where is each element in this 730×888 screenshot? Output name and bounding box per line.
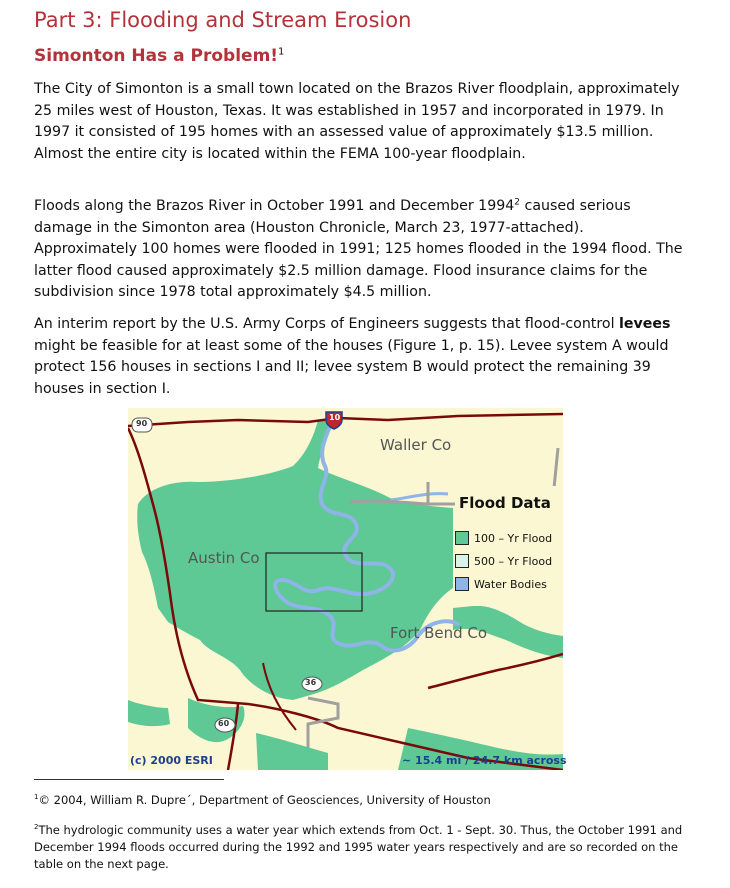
paragraph-levees — [34, 314, 684, 400]
paragraph-floods-text-b: caused serious damage in the Simonton area (Houston Chronicle, March 23, 1977-attached). Approximately 100 homes were flooded in 1991; 125 homes flooded in the 1994 flood. The latter flood caused approximately $2.5 million damage. Flood insurance claims for the subdivision since 1978 total approximately $4.5 million. — [34, 198, 683, 300]
map-legend — [455, 486, 563, 606]
footnote-2-text: The hydrologic community uses a water year which extends from Oct. 1 - Sept. 30. Thus, the October 1991 and December 1994 floods occurred during the 1992 and 1995 water years respectively and are so recorded on the table on the next page. — [34, 823, 683, 871]
levees-term: levees — [619, 316, 671, 332]
footnote-divider — [34, 779, 224, 780]
part-title: Part 3: Flooding and Stream Erosion — [34, 8, 412, 32]
austin-county-label: Austin Co — [188, 549, 260, 567]
map-copyright: (c) 2000 ESRI — [130, 754, 213, 767]
waller-county-label: Waller Co — [380, 436, 452, 454]
legend-swatch — [455, 531, 469, 545]
legend-label: Water Bodies — [474, 577, 547, 591]
footnote-mark: 1 — [34, 793, 39, 802]
legend-item-water — [455, 575, 547, 593]
legend-title: Flood Data — [459, 494, 551, 512]
footnote-mark: 2 — [514, 197, 521, 208]
legend-item-100yr — [455, 529, 552, 547]
footnote-mark: 2 — [34, 823, 39, 832]
paragraph-intro: The City of Simonton is a small town located on the Brazos River floodplain, approximately 25 miles west of Houston, Texas. It was established in 1957 and incorporated in 1979. In 1997 it consisted of 195 homes with an assessed value of approximately $13.5 million. Almost the entire city is located within the FEMA 100-year floodplain. — [34, 81, 680, 162]
route-90-label: 90 — [136, 419, 148, 428]
legend-label: 500 – Yr Flood — [474, 554, 553, 568]
footnote-1 — [34, 792, 684, 809]
route-60-label: 60 — [218, 719, 230, 728]
interstate-10-label: 10 — [329, 413, 341, 422]
paragraph-levees-text-a: An interim report by the U.S. Army Corps of Engineers suggests that flood-control — [34, 316, 620, 332]
paragraph-levees-text-b: might be feasible for at least some of the houses (Figure 1, p. 15). Levee system A would protect 156 houses in sections I and II; levee system B would protect the remaining 39 houses in section I. — [34, 337, 669, 397]
legend-item-500yr — [455, 552, 552, 570]
footnote-1-text: © 2004, William R. Dupre´, Department of Geosciences, University of Houston — [38, 793, 491, 807]
flood-map — [128, 408, 567, 770]
legend-swatch — [455, 577, 469, 591]
legend-swatch — [455, 554, 469, 568]
route-36-label: 36 — [305, 678, 317, 687]
section-title-text: Simonton Has a Problem! — [34, 46, 279, 66]
footnote-mark: 1 — [278, 46, 285, 58]
legend-label: 100 – Yr Flood — [474, 531, 553, 545]
section-title — [34, 46, 284, 66]
paragraph-floods-text-a: Floods along the Brazos River in October 1991 and December 1994 — [34, 198, 515, 214]
fort-bend-county-label: Fort Bend Co — [390, 624, 488, 642]
map-scale: ~ 15.4 mi / 24.7 km across — [402, 754, 567, 767]
paragraph-floods — [34, 196, 684, 304]
footnote-2 — [34, 822, 684, 873]
